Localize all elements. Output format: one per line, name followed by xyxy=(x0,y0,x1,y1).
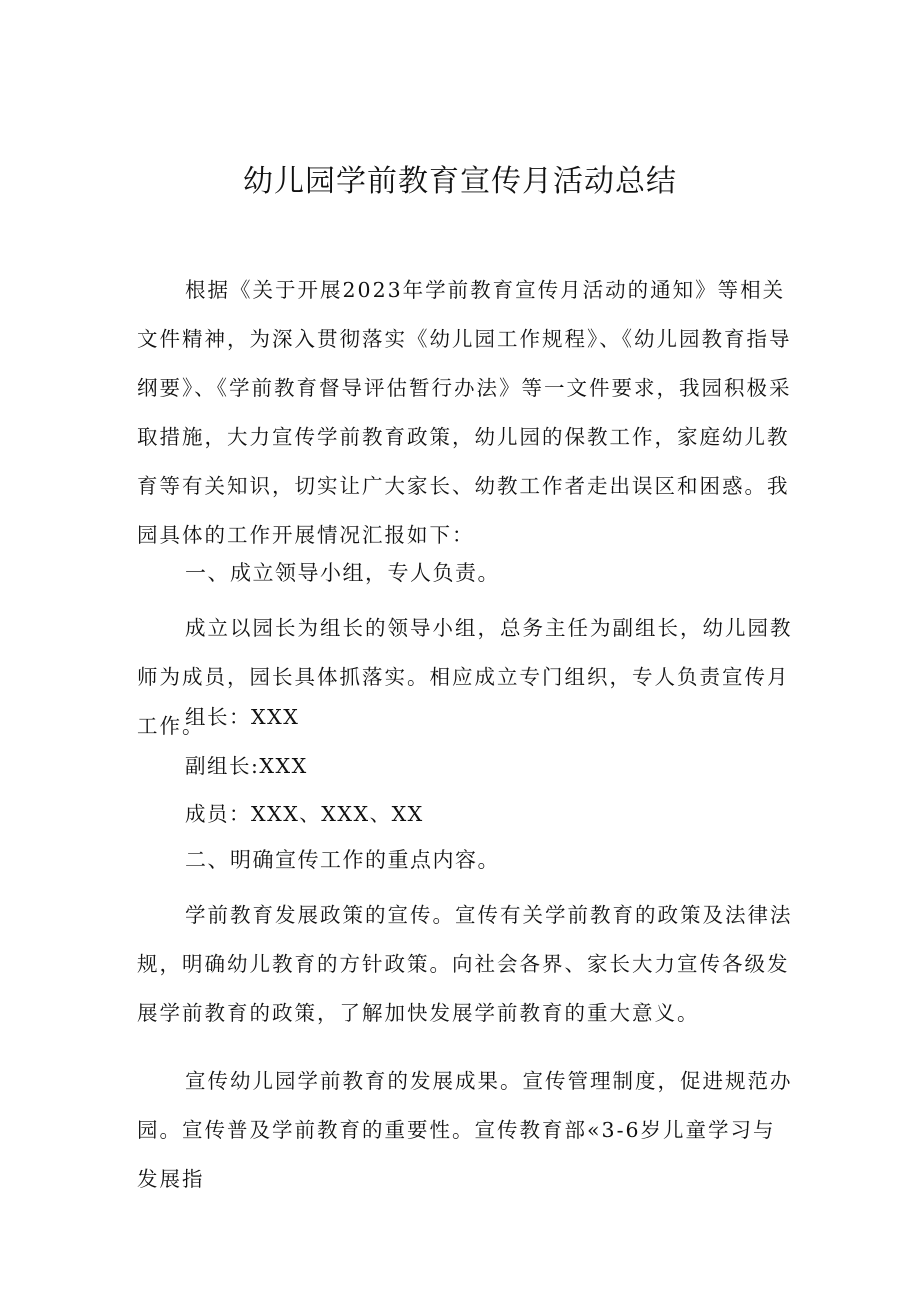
group-members: 成员：XXX、XXX、XX xyxy=(185,802,424,826)
section-1-paragraph: 成立以园长为组长的领导小组，总务主任为副组长，幼儿园教师为成员，园长具体抓落实。相应成立专门组织，专人负责宣传月工作。 xyxy=(137,616,793,738)
section-2-heading: 二、明确宣传工作的重点内容。 xyxy=(185,848,500,872)
intro-paragraph: 根据《关于开展2023年学前教育宣传月活动的通知》等相关文件精神，为深入贯彻落实《幼儿园工作规程》、《幼儿园教育指导纲要》、《学前教育督导评估暂行办法》等一文件要求，我园积极采取措施，大力宣传学前教育政策，幼儿园的保教工作，家庭幼儿教育等有关知识，切实让广大家长、幼教工作者走出误区和困惑。我园具体的工作开展情况汇报如下： xyxy=(137,278,792,547)
document-title: 幼儿园学前教育宣传月活动总结 xyxy=(243,164,677,199)
section-2-paragraph-2: 宣传幼儿园学前教育的发展成果。宣传管理制度，促进规范办园。宣传普及学前教育的重要性。宣传教育部«3-6岁儿童学习与发展指 xyxy=(137,1069,793,1191)
group-leader: 组长：XXX xyxy=(185,705,300,729)
section-2-paragraph-1: 学前教育发展政策的宣传。宣传有关学前教育的政策及法律法规，明确幼儿教育的方针政策。向社会各界、家长大力宣传各级发展学前教育的政策，了解加快发展学前教育的重大意义。 xyxy=(137,903,793,1025)
section-1-heading: 一、成立领导小组，专人负责。 xyxy=(185,561,500,585)
deputy-leader: 副组长:XXX xyxy=(185,754,308,778)
